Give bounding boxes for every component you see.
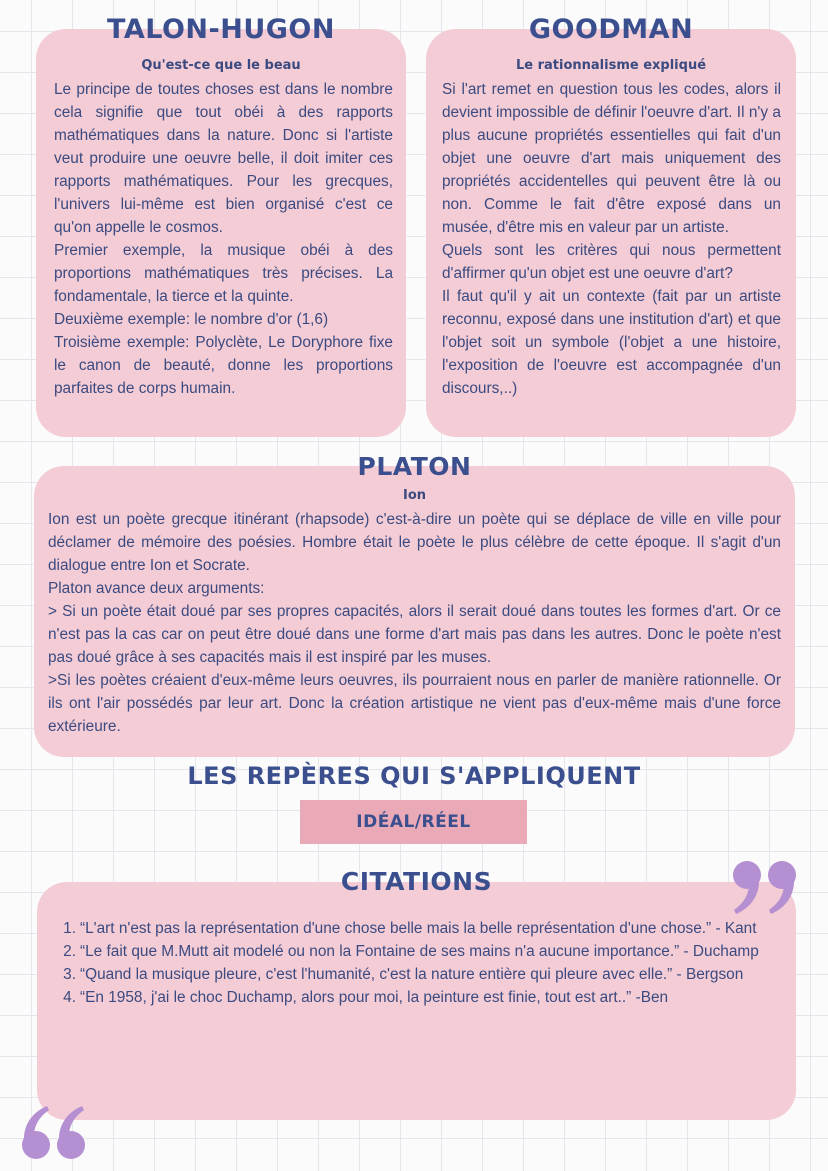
citation-text: “Le fait que M.Mutt ait modelé ou non la Fontaine de ses mains n'a aucune importance.” - Duchamp xyxy=(80,943,759,960)
talon-hugon-subtitle: Qu'est-ce que le beau xyxy=(141,58,301,73)
platon-paragraph: Platon avance deux arguments: xyxy=(48,580,265,597)
platon-paragraph: >Si les poètes créaient d'eux-même leurs oeuvres, ils pourraient nous en parler de manière rationnelle. Or ils ont l'air possédés par leur art. Donc la création artistique ne vient pas d'eux-même mais d'une force extérieure. xyxy=(48,672,781,735)
citation-number: 4. xyxy=(63,989,76,1006)
citation-item xyxy=(54,963,783,986)
talon-hugon-title: TALON-HUGON xyxy=(107,14,335,45)
citations-title: CITATIONS xyxy=(340,867,493,896)
platon-paragraph: > Si un poète était doué par ses propres capacités, alors il serait doué dans toutes les formes d'art. Or ce n'est pas la cas car on peut être doué dans une forme d'art mais pas dans les autres. Donc le poète n'est pas doué grâce à ses capacités mais il est inspiré par les muses. xyxy=(48,603,781,666)
talon-hugon-paragraph: Troisième exemple: Polyclète, Le Doryphore fixe le canon de beauté, donne les proportions parfaites de corps humain. xyxy=(54,334,393,397)
closing-quote-icon xyxy=(730,858,800,916)
citations-list xyxy=(54,917,783,1009)
opening-quote-icon xyxy=(18,1104,88,1162)
goodman-paragraph: Si l'art remet en question tous les codes, alors il devient impossible de définir l'oeuvre d'art. Il n'y a plus aucune propriétés essentielles qui fait d'un objet une oeuvre d'art mais uniquement des propriétés accidentelles qui peuvent être là ou non. Comme le fait d'être exposé dans un musée, d'être mis en valeur par un artiste. xyxy=(442,81,781,236)
citation-item xyxy=(54,986,783,1009)
talon-hugon-body xyxy=(54,78,393,400)
goodman-title: GOODMAN xyxy=(528,14,694,45)
goodman-body xyxy=(442,78,781,400)
citation-item xyxy=(54,940,783,963)
goodman-subtitle: Le rationnalisme expliqué xyxy=(515,58,707,73)
reperes-title: LES REPÈRES QUI S'APPLIQUENT xyxy=(187,762,641,790)
talon-hugon-paragraph: Deuxième exemple: le nombre d'or (1,6) xyxy=(54,311,329,328)
citation-text: “L'art n'est pas la représentation d'une chose belle mais la belle représentation d'une chose.” - Kant xyxy=(80,920,757,937)
goodman-paragraph: Quels sont les critères qui nous permettent d'affirmer qu'un objet est une oeuvre d'art? xyxy=(442,242,781,282)
repere-badge: IDÉAL/RÉEL xyxy=(300,800,527,844)
platon-title: PLATON xyxy=(357,452,472,481)
platon-subtitle: Ion xyxy=(402,488,427,503)
citation-text: “En 1958, j'ai le choc Duchamp, alors pour moi, la peinture est finie, tout est art..” -Ben xyxy=(80,989,669,1006)
citation-number: 2. xyxy=(63,943,76,960)
citation-number: 1. xyxy=(63,920,76,937)
platon-paragraph: Ion est un poète grecque itinérant (rhapsode) c'est-à-dire un poète qui se déplace de ville en ville pour déclamer de mémoire des poésies. Hombre était le poète le plus célèbre de cette époque. Il s'agit d'un dialogue entre Ion et Socrate. xyxy=(48,511,781,574)
goodman-paragraph: Il faut qu'il y ait un contexte (fait par un artiste reconnu, exposé dans une institution d'art) et que l'objet soit un symbole (l'objet a une histoire, l'exposition de l'oeuvre est accompagnée d'un discours,..) xyxy=(442,288,781,397)
platon-body xyxy=(48,508,781,738)
citation-text: “Quand la musique pleure, c'est l'humanité, c'est la nature entière qui pleure avec elle.” - Bergson xyxy=(80,966,744,983)
citation-number: 3. xyxy=(63,966,76,983)
talon-hugon-paragraph: Le principe de toutes choses est dans le nombre cela signifie que tout obéi à des rapports mathématiques dans la nature. Donc si l'artiste veut produire une oeuvre belle, il doit imiter ces rapports mathématiques. Pour les grecques, l'univers lui-même est bien organisé c'est ce qu'on appelle le cosmos. xyxy=(54,81,393,236)
talon-hugon-paragraph: Premier exemple, la musique obéi à des proportions mathématiques très précises. La fondamentale, la tierce et la quinte. xyxy=(54,242,393,305)
citation-item xyxy=(54,917,783,940)
